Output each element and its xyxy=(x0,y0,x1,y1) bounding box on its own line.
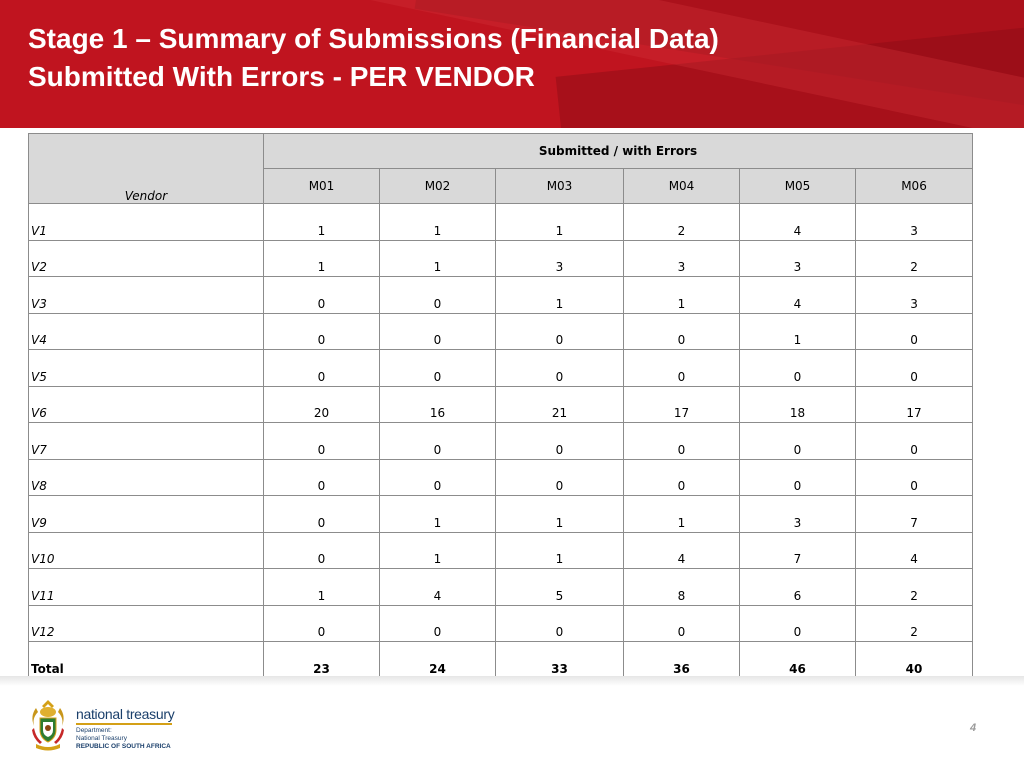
value-cell: 0 xyxy=(856,423,973,460)
value-cell: 2 xyxy=(624,204,740,241)
value-cell: 1 xyxy=(624,277,740,314)
value-cell: 0 xyxy=(380,277,496,314)
value-cell: 1 xyxy=(264,569,380,606)
table-row xyxy=(29,204,973,241)
vendor-cell: V2 xyxy=(29,240,264,277)
value-cell: 18 xyxy=(740,386,856,423)
value-cell: 2 xyxy=(856,240,973,277)
group-header: Submitted / with Errors xyxy=(264,134,973,169)
value-cell: 0 xyxy=(264,350,380,387)
value-cell: 1 xyxy=(380,532,496,569)
value-cell: 17 xyxy=(856,386,973,423)
slide-title xyxy=(28,20,719,96)
value-cell: 0 xyxy=(856,459,973,496)
value-cell: 5 xyxy=(496,569,624,606)
table-row xyxy=(29,240,973,277)
coat-of-arms-icon xyxy=(28,698,68,752)
total-label: Total xyxy=(29,642,264,679)
table-row xyxy=(29,459,973,496)
vendor-cell: V3 xyxy=(29,277,264,314)
total-value-cell: 46 xyxy=(740,642,856,679)
table-row xyxy=(29,350,973,387)
slide-title-line1: Stage 1 – Summary of Submissions (Financial Data) xyxy=(28,23,719,54)
total-value-cell: 24 xyxy=(380,642,496,679)
value-cell: 16 xyxy=(380,386,496,423)
month-header: M06 xyxy=(856,169,973,204)
vendor-cell: V1 xyxy=(29,204,264,241)
value-cell: 1 xyxy=(496,532,624,569)
value-cell: 0 xyxy=(264,496,380,533)
value-cell: 0 xyxy=(740,459,856,496)
value-cell: 0 xyxy=(380,350,496,387)
table-row xyxy=(29,423,973,460)
brand-underline xyxy=(76,723,172,725)
value-cell: 0 xyxy=(264,605,380,642)
vendor-cell: V8 xyxy=(29,459,264,496)
value-cell: 0 xyxy=(740,605,856,642)
value-cell: 1 xyxy=(380,240,496,277)
submissions-table xyxy=(28,133,973,679)
brand-name: national treasury xyxy=(76,706,175,722)
value-cell: 0 xyxy=(624,423,740,460)
month-header: M04 xyxy=(624,169,740,204)
value-cell: 0 xyxy=(264,277,380,314)
value-cell: 0 xyxy=(856,313,973,350)
value-cell: 3 xyxy=(496,240,624,277)
vendor-cell: V4 xyxy=(29,313,264,350)
value-cell: 1 xyxy=(496,496,624,533)
total-row xyxy=(29,642,973,679)
value-cell: 8 xyxy=(624,569,740,606)
country-name: REPUBLIC OF SOUTH AFRICA xyxy=(76,743,171,750)
logo-text xyxy=(76,706,174,751)
table-row xyxy=(29,313,973,350)
value-cell: 1 xyxy=(740,313,856,350)
value-cell: 0 xyxy=(740,350,856,387)
value-cell: 1 xyxy=(264,204,380,241)
vendor-cell: V12 xyxy=(29,605,264,642)
value-cell: 0 xyxy=(496,459,624,496)
total-value-cell: 40 xyxy=(856,642,973,679)
value-cell: 0 xyxy=(856,350,973,387)
value-cell: 3 xyxy=(856,277,973,314)
title-banner xyxy=(0,0,1024,128)
national-treasury-logo xyxy=(28,698,188,754)
value-cell: 4 xyxy=(624,532,740,569)
value-cell: 0 xyxy=(380,423,496,460)
total-value-cell: 33 xyxy=(496,642,624,679)
value-cell: 0 xyxy=(496,605,624,642)
value-cell: 20 xyxy=(264,386,380,423)
footer-divider xyxy=(0,676,1024,686)
table-row xyxy=(29,532,973,569)
month-header: M03 xyxy=(496,169,624,204)
slide-title-line2: Submitted With Errors - PER VENDOR xyxy=(28,61,535,92)
value-cell: 1 xyxy=(380,204,496,241)
dept-label: Department: xyxy=(76,727,112,734)
value-cell: 0 xyxy=(264,459,380,496)
value-cell: 1 xyxy=(496,277,624,314)
table-row xyxy=(29,277,973,314)
vendor-column-header: Vendor xyxy=(29,134,264,204)
table-row xyxy=(29,569,973,606)
value-cell: 0 xyxy=(624,350,740,387)
value-cell: 0 xyxy=(380,313,496,350)
value-cell: 0 xyxy=(624,313,740,350)
value-cell: 7 xyxy=(856,496,973,533)
table-row xyxy=(29,496,973,533)
value-cell: 0 xyxy=(624,459,740,496)
table-row xyxy=(29,605,973,642)
value-cell: 0 xyxy=(264,532,380,569)
value-cell: 3 xyxy=(740,240,856,277)
month-header: M01 xyxy=(264,169,380,204)
vendor-cell: V11 xyxy=(29,569,264,606)
total-value-cell: 36 xyxy=(624,642,740,679)
value-cell: 0 xyxy=(496,313,624,350)
value-cell: 1 xyxy=(624,496,740,533)
value-cell: 7 xyxy=(740,532,856,569)
vendor-cell: V6 xyxy=(29,386,264,423)
value-cell: 2 xyxy=(856,605,973,642)
table-body xyxy=(29,204,973,679)
value-cell: 0 xyxy=(264,423,380,460)
value-cell: 3 xyxy=(740,496,856,533)
value-cell: 0 xyxy=(740,423,856,460)
value-cell: 2 xyxy=(856,569,973,606)
value-cell: 0 xyxy=(496,423,624,460)
vendor-cell: V9 xyxy=(29,496,264,533)
value-cell: 4 xyxy=(740,277,856,314)
month-header: M02 xyxy=(380,169,496,204)
dept-name: National Treasury xyxy=(76,735,127,742)
vendor-cell: V5 xyxy=(29,350,264,387)
table-row xyxy=(29,386,973,423)
value-cell: 3 xyxy=(624,240,740,277)
vendor-cell: V10 xyxy=(29,532,264,569)
value-cell: 4 xyxy=(856,532,973,569)
value-cell: 0 xyxy=(380,459,496,496)
value-cell: 6 xyxy=(740,569,856,606)
value-cell: 0 xyxy=(380,605,496,642)
value-cell: 0 xyxy=(496,350,624,387)
month-header: M05 xyxy=(740,169,856,204)
value-cell: 3 xyxy=(856,204,973,241)
value-cell: 4 xyxy=(740,204,856,241)
value-cell: 1 xyxy=(496,204,624,241)
value-cell: 0 xyxy=(264,313,380,350)
vendor-cell: V7 xyxy=(29,423,264,460)
value-cell: 0 xyxy=(624,605,740,642)
value-cell: 1 xyxy=(380,496,496,533)
value-cell: 1 xyxy=(264,240,380,277)
value-cell: 21 xyxy=(496,386,624,423)
value-cell: 17 xyxy=(624,386,740,423)
value-cell: 4 xyxy=(380,569,496,606)
total-value-cell: 23 xyxy=(264,642,380,679)
page-number: 4 xyxy=(970,722,977,734)
